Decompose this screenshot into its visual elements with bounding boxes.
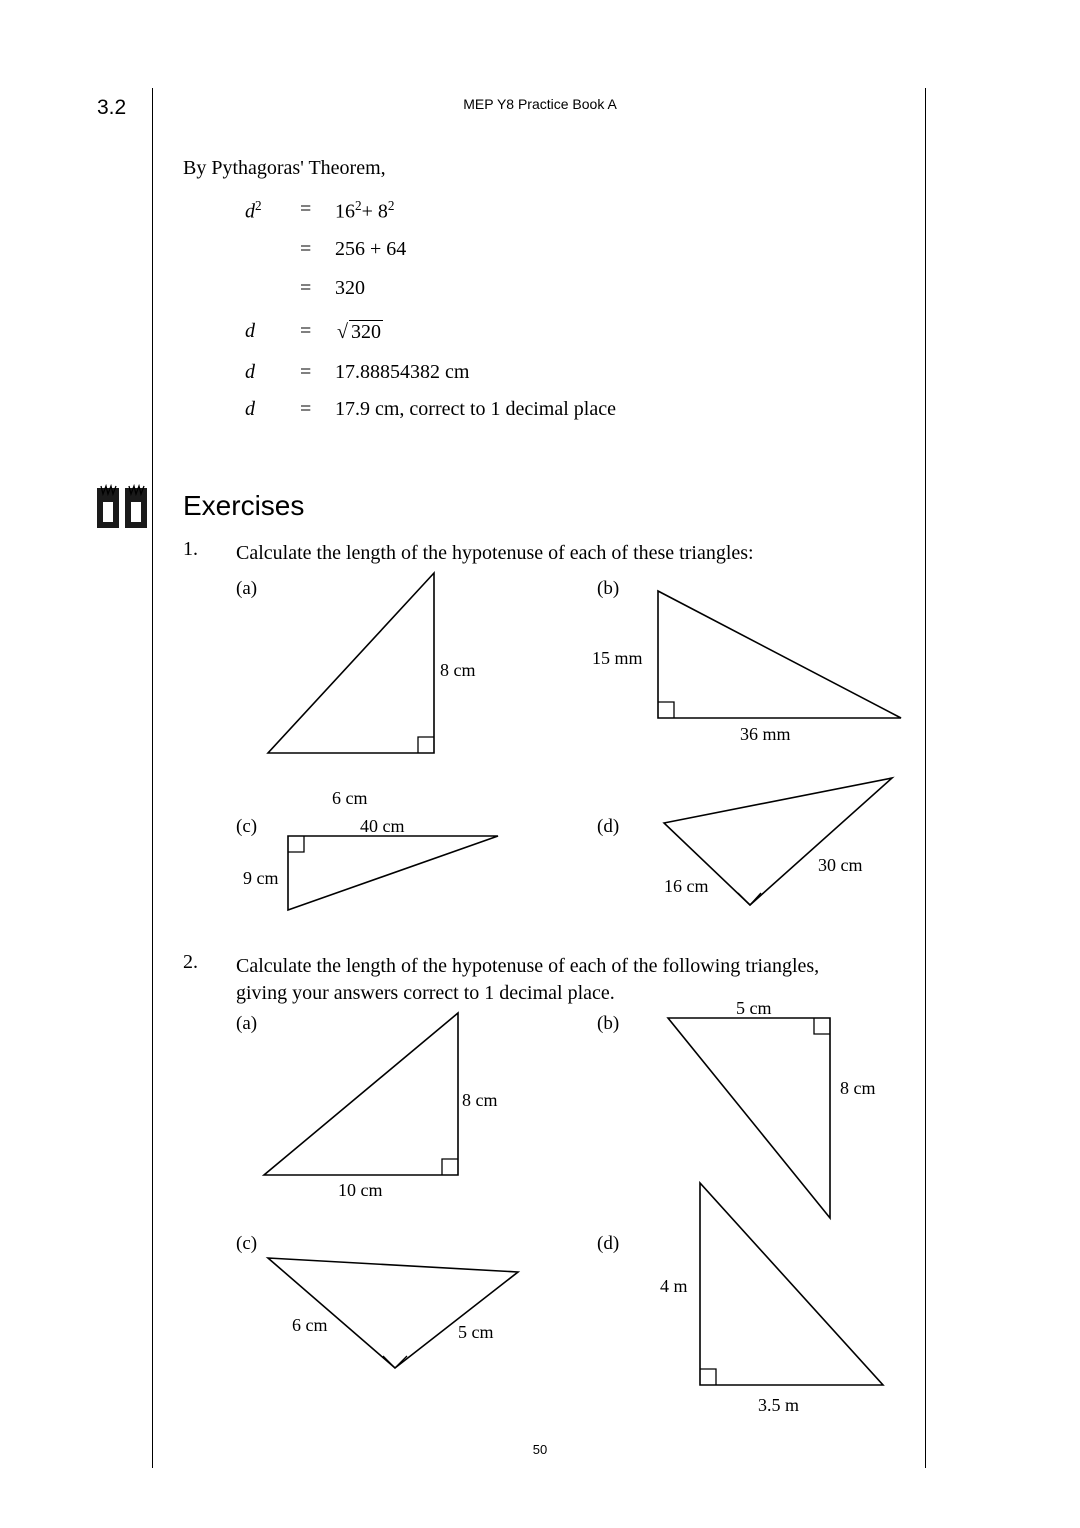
equation-rhs: 17.88854382 cm bbox=[335, 361, 470, 383]
right-margin-rule bbox=[925, 88, 926, 1468]
equation-rhs: 256 + 64 bbox=[335, 238, 407, 260]
equation-rhs: 17.9 cm, correct to 1 decimal place bbox=[335, 398, 616, 420]
figure-q2a-base-label: 10 cm bbox=[338, 1180, 383, 1200]
figure-q2c-right-label: 5 cm bbox=[458, 1322, 494, 1342]
equals-sign: = bbox=[300, 320, 312, 342]
equation-lhs: d bbox=[245, 320, 255, 342]
question-1c-label: (c) bbox=[236, 816, 258, 837]
figure-q1a bbox=[260, 565, 460, 765]
figure-q2a-side-label: 8 cm bbox=[462, 1090, 498, 1110]
figure-q2d-side-label: 4 m bbox=[660, 1276, 688, 1296]
figure-q2a bbox=[258, 1005, 478, 1195]
pythagoras-intro: By Pythagoras' Theorem, bbox=[183, 157, 386, 179]
figure-q1b-base-label: 36 mm bbox=[740, 724, 791, 744]
equals-sign: = bbox=[300, 361, 312, 383]
exponent: 2 bbox=[255, 198, 262, 213]
figure-q2b-side-label: 8 cm bbox=[840, 1078, 876, 1098]
question-1-number: 1. bbox=[183, 538, 198, 560]
figure-q2d-base-label: 3.5 m bbox=[758, 1395, 800, 1415]
equation-rhs bbox=[335, 320, 383, 344]
question-1a-label: (a) bbox=[236, 578, 258, 599]
equation-rhs: 320 bbox=[335, 277, 365, 299]
figure-q1d-left-label: 16 cm bbox=[664, 876, 709, 896]
question-2d-label: (d) bbox=[597, 1233, 620, 1254]
book-header: MEP Y8 Practice Book A bbox=[463, 96, 617, 112]
page-number: 50 bbox=[532, 1442, 548, 1457]
equals-sign: = bbox=[300, 277, 312, 299]
square-root-symbol: √ 320 bbox=[337, 321, 381, 343]
figure-q1c-top-label: 40 cm bbox=[360, 816, 405, 836]
question-1-text: Calculate the length of the hypotenuse of each of these triangles: bbox=[236, 542, 754, 564]
exercise-book-icon bbox=[95, 482, 149, 530]
figure-q2b-top-label: 5 cm bbox=[736, 998, 772, 1018]
figure-q1c bbox=[285, 833, 505, 923]
equation-lhs: $d^2$ bbox=[245, 198, 262, 223]
section-number: 3.2 bbox=[97, 96, 127, 119]
figure-q2d bbox=[695, 1180, 895, 1395]
figure-q1a-base-label: 6 cm bbox=[332, 788, 368, 808]
figure-q1c-side-label: 9 cm bbox=[243, 868, 279, 888]
question-2-text-line2: giving your answers correct to 1 decimal place. bbox=[236, 982, 615, 1004]
figure-q2c-left-label: 6 cm bbox=[292, 1315, 328, 1335]
question-2-text-line1: Calculate the length of the hypotenuse of each of the following triangles, bbox=[236, 955, 820, 977]
question-2-number: 2. bbox=[183, 951, 198, 973]
equation-lhs: d bbox=[245, 361, 255, 383]
equals-sign: = bbox=[300, 398, 312, 420]
figure-q1b bbox=[655, 588, 915, 728]
radicand: 320 bbox=[350, 321, 381, 343]
equation-rhs: $16^2+ 8^2$ bbox=[335, 198, 395, 223]
figure-q1a-side-label: 8 cm bbox=[440, 660, 476, 680]
equals-sign: = bbox=[300, 198, 312, 220]
question-2c-label: (c) bbox=[236, 1233, 258, 1254]
left-margin-rule bbox=[152, 88, 153, 1468]
question-2b-label: (b) bbox=[597, 1013, 620, 1034]
equation-lhs: d bbox=[245, 398, 255, 420]
figure-q1d-right-label: 30 cm bbox=[818, 855, 863, 875]
figure-q1b-side-label: 15 mm bbox=[592, 648, 643, 668]
exercises-heading: Exercises bbox=[183, 490, 305, 521]
question-2a-label: (a) bbox=[236, 1013, 258, 1034]
question-1d-label: (d) bbox=[597, 816, 620, 837]
equals-sign: = bbox=[300, 238, 312, 260]
question-1b-label: (b) bbox=[597, 578, 620, 599]
